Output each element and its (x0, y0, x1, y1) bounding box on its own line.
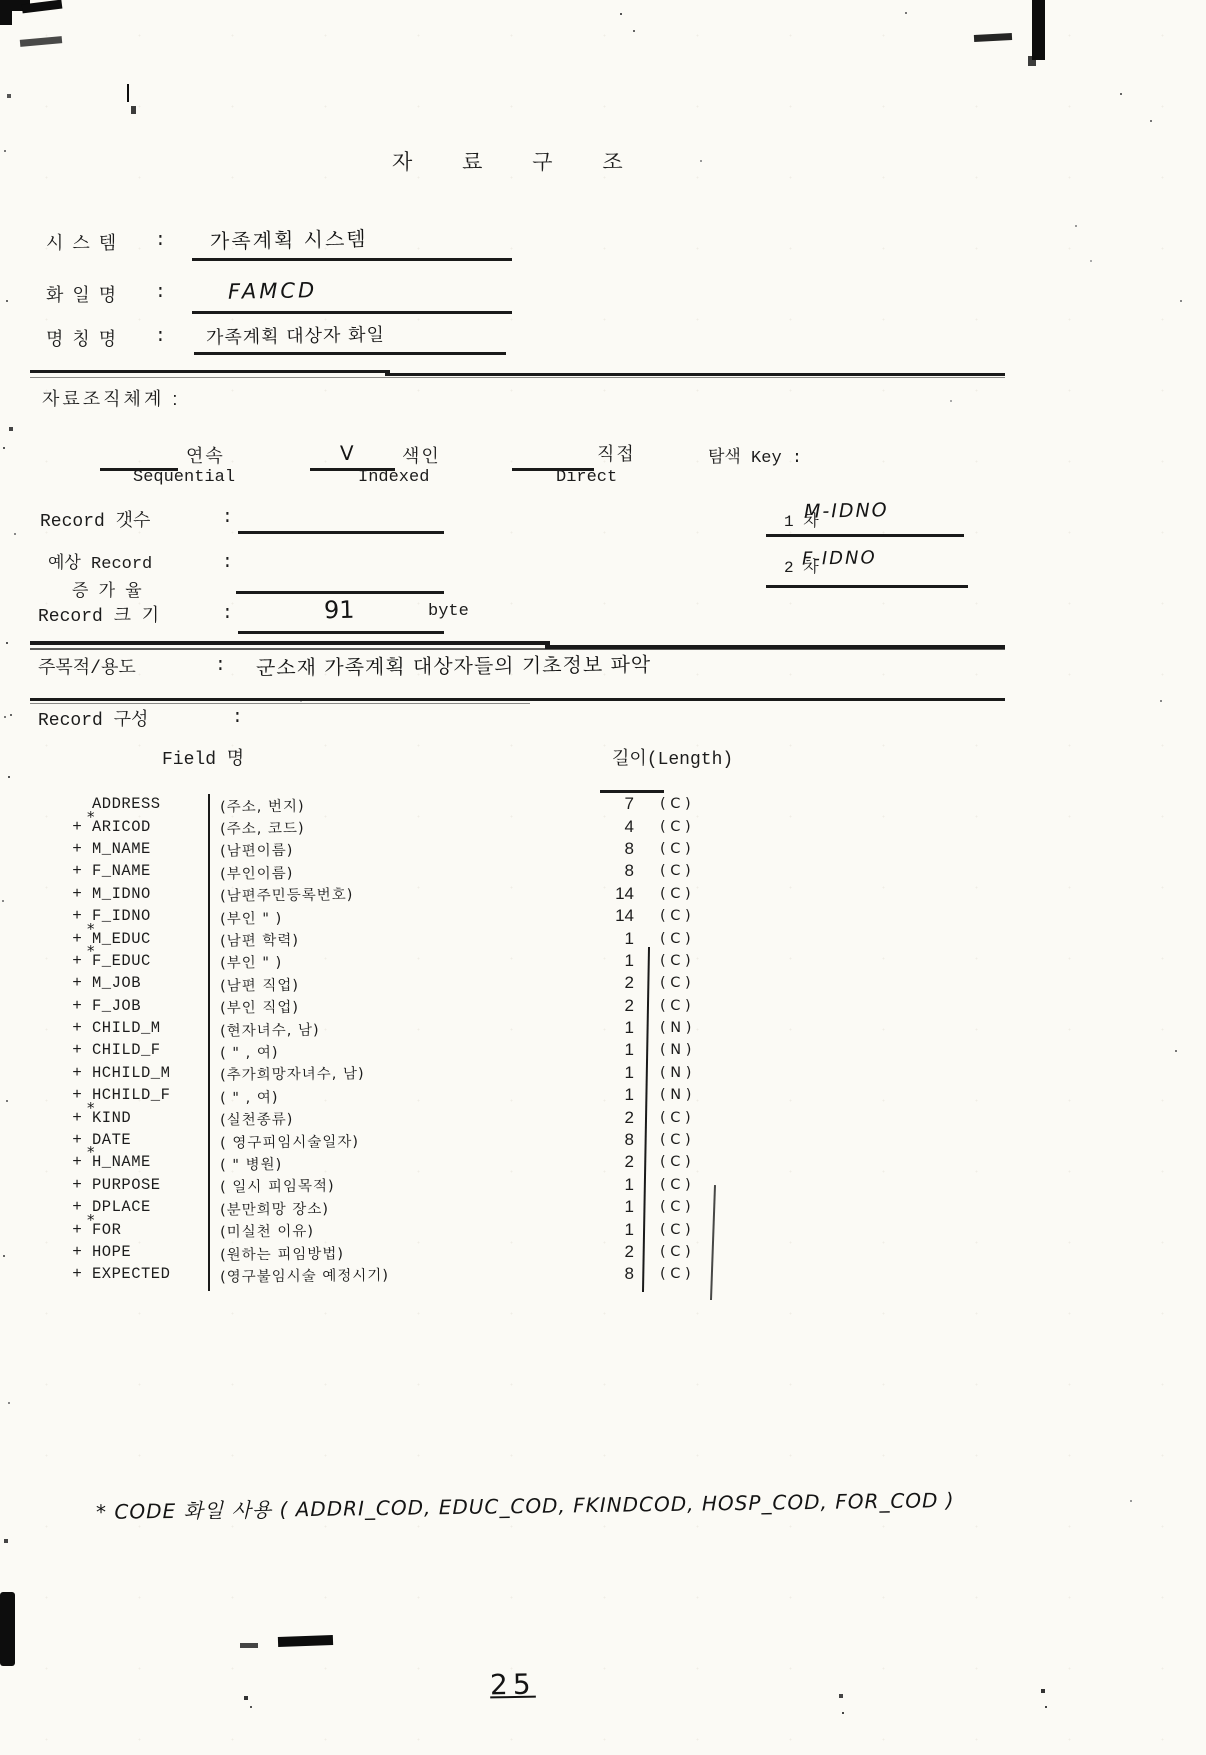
primary-key-underline (766, 534, 964, 537)
designation-label: 명 칭 명 (46, 329, 119, 349)
field-type: ( N ) (660, 1042, 692, 1059)
field-description: (남편 학력) (219, 932, 300, 950)
field-length: 14 (615, 883, 634, 903)
field-plus-mark: + (72, 1153, 82, 1172)
field-type: ( C ) (660, 908, 691, 925)
field-length: 2 (624, 995, 634, 1015)
length-header: 길이(Length) (612, 750, 734, 770)
sequential-english-label: Sequential (133, 468, 236, 487)
field-type: ( C ) (660, 1176, 691, 1193)
field-length: 8 (624, 838, 634, 858)
field-type: ( C ) (660, 930, 691, 947)
field-name (92, 1265, 208, 1283)
record-size-value: 91 (323, 595, 355, 625)
field-description: (현자녀수, 남) (219, 1022, 320, 1040)
field-type: ( C ) (660, 1132, 691, 1149)
field-length: 1 (624, 950, 634, 970)
field-name-text: F_NAME (92, 862, 151, 881)
page-title: 자 료 구 조 (392, 151, 645, 174)
field-type: ( N ) (660, 1087, 692, 1104)
field-type: ( C ) (660, 1154, 691, 1171)
field-length: 1 (624, 928, 634, 948)
indexed-english-label: Indexed (358, 468, 430, 487)
field-length: 1 (624, 1018, 634, 1038)
field-length: 1 (624, 1174, 634, 1194)
field-row (62, 995, 724, 1017)
file-name-underline (192, 311, 512, 314)
field-row (62, 838, 724, 860)
scan-artifact (278, 1635, 333, 1647)
scan-artifact (974, 33, 1012, 42)
system-underline (192, 258, 512, 261)
field-name (92, 1086, 208, 1104)
field-name (92, 840, 208, 858)
direct-english-label: Direct (556, 468, 618, 487)
field-name (87, 1210, 208, 1239)
field-plus-mark: + (72, 974, 82, 993)
field-description: (원하는 피임방법) (219, 1245, 345, 1264)
record-composition-colon: : (232, 708, 243, 728)
secondary-key-value: F-IDNO (801, 547, 877, 570)
field-name (92, 1176, 208, 1194)
field-length: 14 (615, 906, 634, 926)
field-description: ( " , 여) (219, 1044, 279, 1062)
field-row (62, 1263, 724, 1285)
field-length: 1 (624, 1197, 634, 1217)
field-description: (부인 " ) (219, 955, 283, 973)
field-plus-mark: + (72, 996, 82, 1015)
field-plus-mark: + (72, 1243, 82, 1261)
field-plus-mark: + (72, 1265, 82, 1284)
field-type: ( C ) (660, 796, 691, 813)
field-name-text: CHILD_M (92, 1019, 161, 1038)
direct-korean-label: 직접 (597, 444, 636, 464)
field-description: (미실천 이유) (219, 1223, 315, 1241)
horizontal-rule (30, 641, 550, 645)
field-length: 1 (624, 1040, 634, 1060)
scan-artifact (1032, 0, 1045, 60)
field-description: (부인이름) (219, 865, 294, 883)
expected-record-label-line2: 증 가 율 (72, 583, 142, 602)
field-type: ( C ) (660, 997, 691, 1014)
field-type: ( C ) (660, 1221, 691, 1238)
field-name-text: F_IDNO (92, 907, 151, 926)
record-size-underline (238, 631, 444, 634)
field-length: 8 (624, 861, 634, 881)
field-plus-mark: + (72, 862, 82, 881)
indexed-korean-label: 색인 (402, 446, 441, 466)
field-plus-mark: + (72, 1086, 82, 1105)
field-length: 8 (624, 1130, 634, 1150)
field-name-text: DATE (92, 1131, 132, 1150)
file-name-label: 화 일 명 (46, 285, 119, 305)
field-name (92, 1198, 208, 1216)
field-length: 2 (624, 1242, 634, 1261)
field-name (87, 1143, 208, 1172)
field-row (62, 1174, 724, 1196)
field-star-mark: * (87, 1098, 95, 1117)
record-size-colon: : (222, 604, 233, 624)
field-name (92, 1243, 208, 1261)
file-name-colon: : (155, 283, 166, 303)
field-plus-mark: + (72, 839, 82, 858)
field-description: (주소, 코드) (219, 820, 305, 838)
record-count-blank-line (238, 531, 444, 534)
field-row (62, 860, 724, 882)
field-description: (분만희망 장소) (219, 1201, 330, 1219)
field-name (87, 807, 208, 836)
field-length: 1 (624, 1062, 634, 1082)
system-value: 가족계획 시스템 (209, 226, 368, 254)
field-plus-mark: + (72, 1108, 82, 1127)
primary-key-value: M-IDNO (803, 499, 889, 523)
search-key-label: 탐색 Key : (708, 449, 803, 468)
field-type: ( C ) (660, 885, 691, 902)
field-name-text: HCHILD_M (92, 1063, 171, 1082)
field-name (92, 974, 208, 992)
field-description: ( " , 여) (219, 1089, 279, 1107)
purpose-value: 군소재 가족계획 대상자들의 기초정보 파악 (255, 652, 652, 680)
horizontal-rule (385, 373, 1005, 376)
field-star-mark: * (87, 919, 95, 938)
field-plus-mark: + (72, 817, 82, 836)
field-name (87, 1098, 208, 1127)
field-row (62, 793, 724, 815)
field-name-text: CHILD_F (92, 1041, 161, 1060)
field-name-text: KIND (92, 1108, 132, 1127)
record-count-colon: : (222, 508, 233, 528)
field-name-text: ARICOD (92, 817, 151, 836)
field-name (92, 795, 208, 813)
field-star-mark: * (87, 1210, 95, 1229)
field-plus-mark: + (72, 907, 82, 926)
field-name (92, 862, 208, 880)
field-row (62, 1143, 724, 1174)
field-type: ( C ) (660, 952, 691, 969)
record-fields-table (62, 793, 724, 1286)
field-name (92, 885, 208, 903)
horizontal-rule (30, 698, 1005, 701)
field-name-text: M_EDUC (92, 929, 151, 948)
field-name-text: M_IDNO (92, 884, 151, 903)
indexed-check-mark: V (339, 440, 354, 466)
field-row (62, 1084, 724, 1106)
record-count-label: Record 갯수 (40, 512, 151, 532)
field-description: (남편 직업) (219, 977, 300, 995)
horizontal-rule (30, 370, 390, 373)
field-length: 2 (624, 1107, 634, 1127)
field-star-mark: * (87, 941, 95, 960)
field-name-text: FOR (92, 1220, 122, 1239)
field-row (62, 1196, 724, 1218)
field-length: 2 (624, 973, 634, 993)
field-row (62, 905, 724, 927)
field-plus-mark: + (72, 1063, 82, 1082)
field-type: ( C ) (660, 975, 691, 992)
scan-artifact (0, 1592, 15, 1666)
field-plus-mark: + (72, 1220, 82, 1239)
field-name-text: DPLACE (92, 1198, 151, 1217)
field-description: (주소, 번지) (219, 798, 305, 816)
horizontal-rule (30, 377, 1005, 378)
field-name (92, 997, 208, 1015)
field-description: ( 일시 피임목적) (219, 1178, 335, 1196)
field-type: ( N ) (660, 1064, 692, 1081)
field-plus-mark: + (72, 1041, 82, 1060)
secondary-key-underline (766, 585, 968, 588)
field-plus-mark: + (72, 1175, 82, 1194)
field-name-text: M_JOB (92, 974, 142, 993)
file-name-value: FAMCD (227, 278, 318, 304)
field-name (92, 907, 208, 925)
field-name-text: EXPECTED (92, 1265, 171, 1284)
field-length: 1 (624, 1085, 634, 1105)
field-description: (부인 직업) (219, 999, 300, 1017)
field-length: 4 (624, 816, 634, 836)
scan-artifact (127, 84, 129, 102)
field-row (62, 1098, 724, 1129)
field-type: ( C ) (660, 863, 691, 880)
field-row (62, 883, 724, 905)
expected-record-colon: : (222, 553, 233, 573)
field-description: (실천종류) (219, 1111, 294, 1129)
field-type: ( N ) (660, 1020, 692, 1037)
horizontal-rule (30, 703, 530, 704)
sequential-korean-label: 연속 (186, 446, 225, 466)
field-description: ( " 병원) (219, 1156, 283, 1174)
field-name (87, 941, 208, 970)
field-description: (부인 " ) (219, 910, 283, 928)
scan-artifact (20, 36, 62, 47)
expected-record-label-line1: 예상 Record (48, 555, 153, 574)
field-plus-mark: + (72, 951, 82, 970)
field-plus-mark: + (72, 1198, 82, 1217)
designation-underline (194, 352, 506, 355)
field-description: (남편이름) (219, 843, 294, 861)
field-plus-mark: + (72, 1019, 82, 1038)
field-description: (남편주민등록번호) (219, 887, 354, 905)
field-name-text: F_EDUC (92, 951, 151, 970)
code-file-footnote: * CODE 화일 사용 ( ADDRI_COD, EDUC_COD, FKINDCOD, HOSP_COD, FOR_COD ) (95, 1488, 955, 1524)
field-type: ( C ) (660, 1109, 691, 1126)
designation-colon: : (155, 327, 166, 347)
field-plus-mark: + (72, 884, 82, 903)
field-name-text: H_NAME (92, 1153, 151, 1172)
system-colon: : (155, 231, 166, 251)
field-row (62, 1017, 724, 1039)
field-description: (영구불임시술 예정시기) (219, 1267, 390, 1286)
field-length: 2 (624, 1152, 634, 1172)
field-name-text: PURPOSE (92, 1175, 161, 1194)
field-name (92, 1019, 208, 1037)
field-type: ( C ) (660, 840, 691, 857)
field-name-header: Field 명 (162, 750, 245, 770)
field-type: ( C ) (660, 1244, 691, 1260)
field-name (92, 1041, 208, 1059)
field-row (62, 1039, 724, 1061)
field-name (92, 1131, 208, 1149)
field-row (62, 1062, 724, 1084)
scan-artifact (0, 9, 12, 25)
field-name (92, 1064, 208, 1082)
record-size-label: Record 크 기 (38, 607, 160, 627)
field-type: ( C ) (660, 1199, 691, 1216)
field-name-text: HOPE (92, 1243, 132, 1261)
field-row (62, 972, 724, 994)
field-plus-mark: + (72, 929, 82, 948)
field-length: 7 (624, 794, 634, 814)
field-length: 1 (624, 1219, 634, 1239)
field-name-text: ADDRESS (92, 795, 161, 814)
scan-artifact (1028, 56, 1036, 66)
field-name-text: F_JOB (92, 996, 142, 1015)
field-description: (추가희망자녀수, 남) (219, 1066, 365, 1084)
primary-key-label: 1 차 (784, 513, 819, 531)
field-name-text: HCHILD_F (92, 1086, 171, 1105)
field-name (87, 919, 208, 948)
scan-artifact (240, 1643, 258, 1648)
field-row (62, 1129, 724, 1151)
record-composition-label: Record 구성 (38, 711, 149, 731)
field-plus-mark: + (72, 1131, 82, 1150)
field-row (62, 1241, 724, 1263)
field-length: 8 (624, 1264, 634, 1284)
purpose-label: 주목적/용도 (38, 659, 136, 679)
organization-label: 자료조직체계 : (42, 389, 181, 409)
scan-artifact (131, 106, 136, 114)
field-name-text: M_NAME (92, 839, 151, 858)
purpose-colon: : (215, 656, 226, 676)
field-star-mark: * (87, 1143, 95, 1162)
field-type: ( C ) (660, 1266, 691, 1283)
field-star-mark: * (87, 807, 95, 826)
expected-record-blank-line (236, 591, 444, 594)
designation-value: 가족계획 대상자 화일 (205, 324, 386, 349)
page-number: 25 (489, 1667, 536, 1702)
field-type: ( C ) (660, 818, 691, 835)
record-size-unit: byte (428, 602, 469, 621)
field-description: ( 영구피임시술일자) (219, 1133, 360, 1152)
system-label: 시 스 템 (46, 233, 119, 253)
secondary-key-label: 2 차 (784, 559, 819, 577)
